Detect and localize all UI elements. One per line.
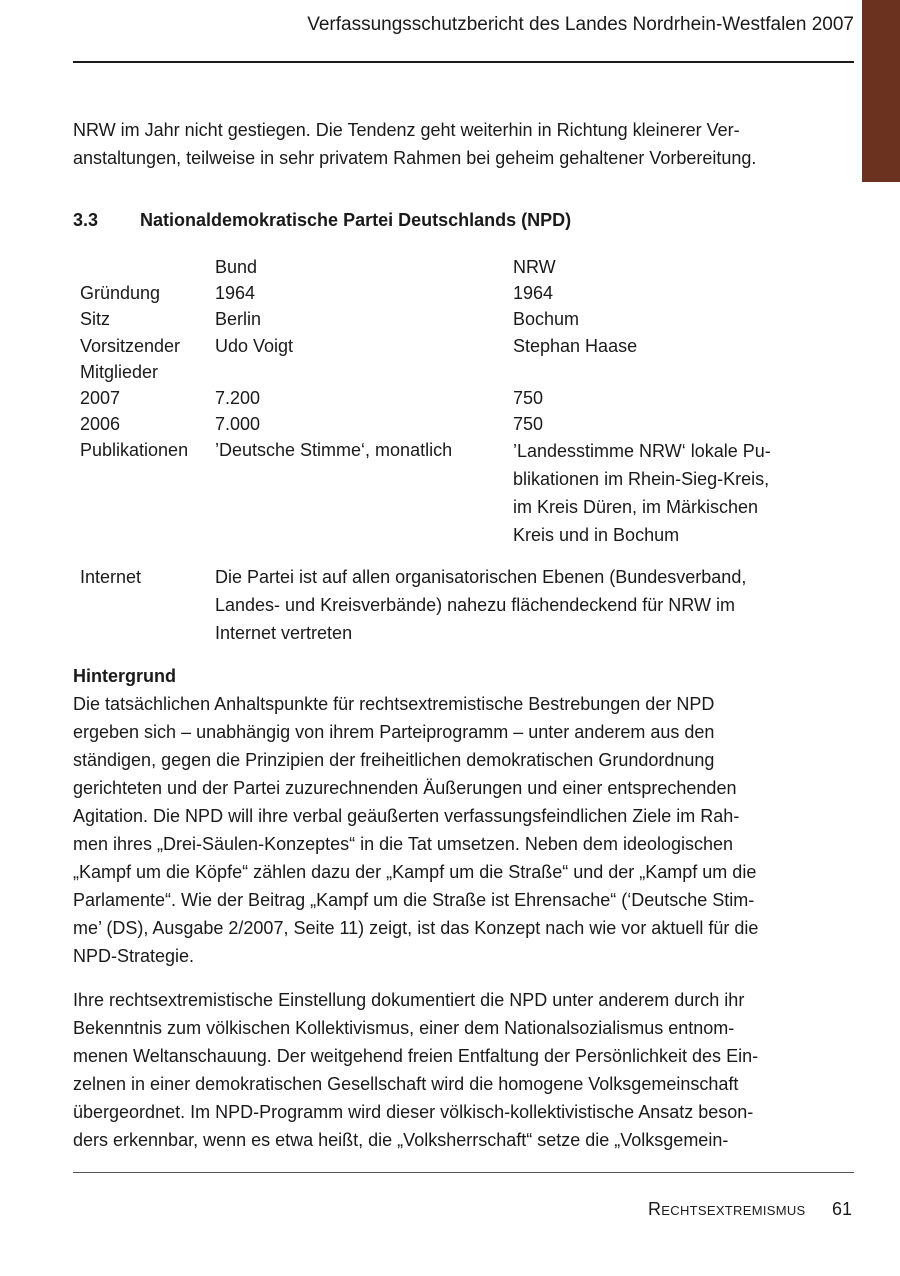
cell-nrw-sitz: Bochum [513,309,580,329]
paragraph-line: Agitation. Die NPD will ihre verbal geäußerten verfassungsfeindlichen Ziele im Rah- [73,806,740,826]
row-label-publikationen: Publikationen [80,440,189,460]
cell-nrw-2007: 750 [513,388,544,408]
table-header-nrw: NRW [513,257,556,277]
section-title: Nationaldemokratische Partei Deutschlands (NPD) [140,210,572,230]
paragraph-line: ergeben sich – unabhängig von ihrem Parteiprogramm – unter anderem aus den [73,722,715,742]
row-label-internet: Internet [80,567,142,587]
row-label-mitglieder: Mitglieder [80,362,159,382]
row-label-2006: 2006 [80,414,121,434]
cell-bund-gruendung: 1964 [215,283,256,303]
row-label-vorsitzender: Vorsitzender [80,336,181,356]
paragraph-line: übergeordnet. Im NPD-Programm wird dieser völkisch-kollektivistische Ansatz beson- [73,1102,754,1122]
chapter-tab-marker [862,0,900,182]
background-paragraph-1 [73,690,818,970]
header-rule [73,61,854,63]
cell-internet [215,563,746,647]
paragraph-line: Ihre rechtsextremistische Einstellung dokumentiert die NPD unter anderem durch ihr [73,990,745,1010]
publikationen-line: blikationen im Rhein-Sieg-Kreis, [513,469,770,489]
paragraph-line: Die tatsächlichen Anhaltspunkte für rechtsextremistische Bestrebungen der NPD [73,694,715,714]
row-label-sitz: Sitz [80,309,111,329]
background-heading: Hintergrund [73,666,176,686]
cell-bund-2007: 7.200 [215,388,261,408]
paragraph-line: Parlamente“. Wie der Beitrag „Kampf um die Straße ist Ehrensache“ (‘Deutsche Stim- [73,890,755,910]
paragraph-line: „Kampf um die Köpfe“ zählen dazu der „Kampf um die Straße“ und der „Kampf um die [73,862,757,882]
cell-nrw-gruendung: 1964 [513,283,554,303]
paragraph-line: ders erkennbar, wenn es etwa heißt, die „Volksherrschaft“ setze die „Volksgemein- [73,1130,729,1150]
paragraph-line: zelnen in einer demokratischen Gesellschaft wird die homogene Volksgemeinschaft [73,1074,739,1094]
internet-line: Landes- und Kreisverbände) nahezu flächendeckend für NRW im [215,595,735,615]
footer-rule [73,1172,854,1173]
paragraph-line: men ihres „Drei-Säulen-Konzeptes“ in die Tat umsetzen. Neben dem ideologischen [73,834,734,854]
intro-line: anstaltungen, teilweise in sehr privatem Rahmen bei geheim gehaltener Vorbereitung. [73,148,757,168]
publikationen-line: im Kreis Düren, im Märkischen [513,497,759,517]
cell-nrw-2006: 750 [513,414,544,434]
cell-nrw-vorsitzender: Stephan Haase [513,336,638,356]
paragraph-line: Bekenntnis zum völkischen Kollektivismus, einer dem Nationalsozialismus entnom- [73,1018,735,1038]
cell-bund-sitz: Berlin [215,309,262,329]
running-header-title: Verfassungsschutzbericht des Landes Nordrhein-Westfalen 2007 [307,14,854,35]
cell-bund-2006: 7.000 [215,414,261,434]
background-paragraph-2 [73,986,818,1154]
intro-line: NRW im Jahr nicht gestiegen. Die Tendenz geht weiterhin in Richtung kleinerer Ver- [73,120,740,140]
section-number: 3.3 [73,210,99,230]
publikationen-line: ’Landesstimme NRW‘ lokale Pu- [513,441,771,461]
paragraph-line: me’ (DS), Ausgabe 2/2007, Seite 11) zeigt, ist das Konzept nach wie vor aktuell für die [73,918,759,938]
paragraph-line: gerichteten und der Partei zuzurechnenden Äußerungen und einer entsprechenden [73,778,737,798]
internet-line: Internet vertreten [215,623,353,643]
internet-line: Die Partei ist auf allen organisatorischen Ebenen (Bundesverband, [215,567,747,587]
cell-bund-vorsitzender: Udo Voigt [215,336,294,356]
cell-bund-publikationen: ’Deutsche Stimme‘, monatlich [215,440,453,460]
page-number: 61 [832,1199,853,1219]
table-header-bund: Bund [215,257,258,277]
paragraph-line: ständigen, gegen die Prinzipien der freiheitlichen demokratischen Grundordnung [73,750,715,770]
row-label-2007: 2007 [80,388,121,408]
paragraph-line: menen Weltanschauung. Der weitgehend freien Entfaltung der Persönlichkeit des Ein- [73,1046,759,1066]
footer-section-title: Rechtsextremismus [648,1199,806,1219]
publikationen-line: Kreis und in Bochum [513,525,680,545]
row-label-gruendung: Gründung [80,283,161,303]
paragraph-line: NPD-Strategie. [73,946,195,966]
cell-nrw-publikationen [513,437,771,549]
intro-paragraph [73,116,818,172]
